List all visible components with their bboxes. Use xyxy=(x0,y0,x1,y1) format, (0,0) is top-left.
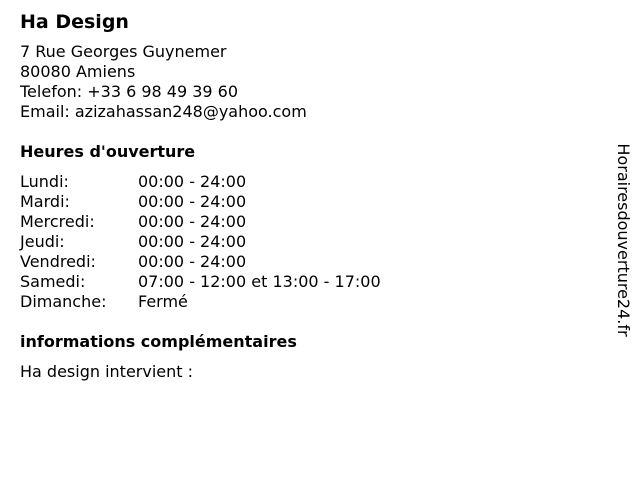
hours-time-value: 00:00 - 24:00 xyxy=(138,172,247,191)
hours-row-friday xyxy=(20,252,580,272)
phone-line: Telefon: +33 6 98 49 39 60 xyxy=(20,82,239,101)
business-name: Ha Design xyxy=(20,11,129,33)
hours-day-label: Mercredi: xyxy=(20,212,95,231)
hours-row-wednesday xyxy=(20,212,580,232)
hours-day-label: Vendredi: xyxy=(20,252,96,271)
site-watermark: Horairesdouverture24.fr xyxy=(614,143,633,337)
hours-day-label: Lundi: xyxy=(20,172,69,191)
hours-day-label: Dimanche: xyxy=(20,292,107,311)
hours-time-value: Fermé xyxy=(138,292,188,311)
hours-day-label: Jeudi: xyxy=(20,232,65,251)
hours-row-monday xyxy=(20,172,580,192)
business-info-card xyxy=(20,10,580,382)
hours-row-tuesday xyxy=(20,192,580,212)
additional-info-heading: informations complémentaires xyxy=(20,332,297,351)
email-line: Email: azizahassan248@yahoo.com xyxy=(20,102,307,121)
address-line-street: 7 Rue Georges Guynemer xyxy=(20,42,227,61)
address-line-city: 80080 Amiens xyxy=(20,62,136,81)
hours-time-value: 07:00 - 12:00 et 13:00 - 17:00 xyxy=(138,272,381,291)
hours-time-value: 00:00 - 24:00 xyxy=(138,212,247,231)
hours-time-value: 00:00 - 24:00 xyxy=(138,232,247,251)
hours-row-thursday xyxy=(20,232,580,252)
hours-day-label: Mardi: xyxy=(20,192,70,211)
hours-time-value: 00:00 - 24:00 xyxy=(138,252,247,271)
hours-row-saturday xyxy=(20,272,580,292)
additional-info-text: Ha design intervient : xyxy=(20,362,194,381)
hours-time-value: 00:00 - 24:00 xyxy=(138,192,247,211)
opening-hours-table xyxy=(20,172,580,312)
opening-hours-heading: Heures d'ouverture xyxy=(20,142,196,161)
hours-row-sunday xyxy=(20,292,580,312)
hours-day-label: Samedi: xyxy=(20,272,86,291)
